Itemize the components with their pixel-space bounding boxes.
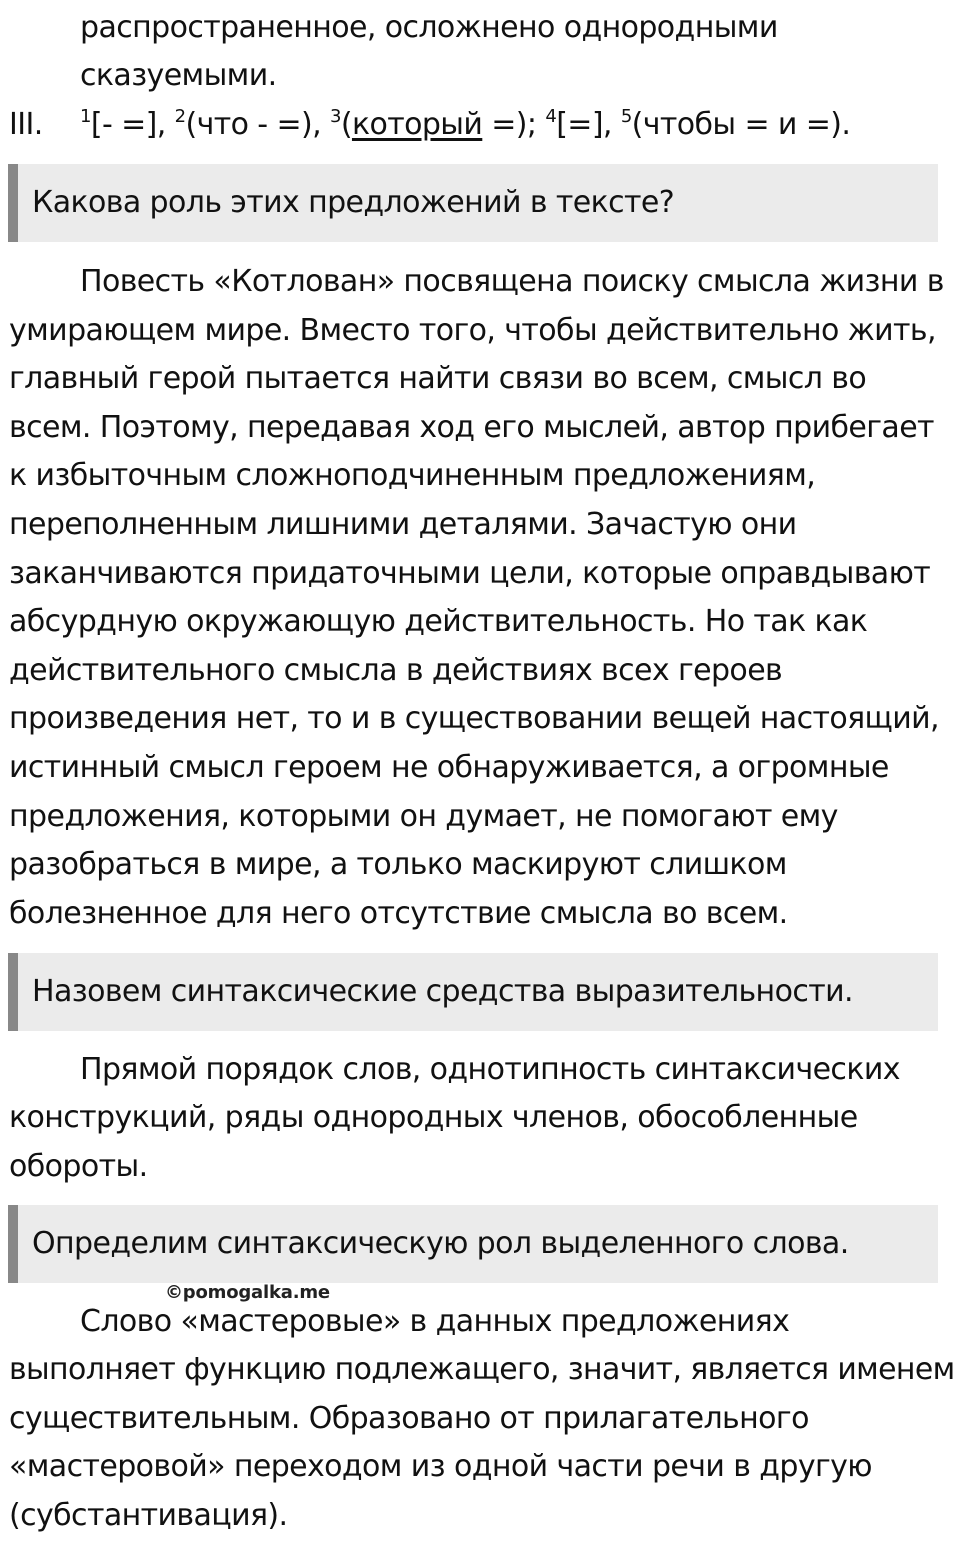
scheme-sup: 1 (80, 106, 91, 127)
answer-line: (субстантивация). (9, 1498, 288, 1533)
answer-line: обороты. (9, 1149, 148, 1184)
intro-line: распространенное, осложнено однородными (80, 10, 778, 45)
question-heading: Назовем синтаксические средства выразительности. (32, 974, 853, 1009)
answer-line: выполняет функцию подлежащего, значит, является именем (9, 1352, 955, 1387)
answer-line: Повесть «Котлован» посвящена поиску смысла жизни в (80, 264, 944, 299)
answer-line: болезненное для него отсутствие смысла во всем. (9, 896, 788, 931)
answer-line: Прямой порядок слов, однотипность синтаксических (80, 1052, 900, 1087)
scheme-part: =); (482, 107, 546, 142)
scheme-part: [=], (556, 107, 621, 142)
answer-line: к избыточным сложноподчиненным предложениям, (9, 458, 816, 493)
scheme-part: [- =], (90, 107, 175, 142)
question-heading: Определим синтаксическую рол выделенного слова. (32, 1226, 849, 1261)
answer-line: главный герой пытается найти связи во всем, смысл во (9, 361, 867, 396)
question-heading: Какова роль этих предложений в тексте? (32, 185, 675, 220)
scheme-part: (чтобы = и =). (631, 107, 851, 142)
answer-line: всем. Поэтому, передавая ход его мыслей, автор прибегает (9, 410, 934, 445)
answer-line: переполненным лишними деталями. Зачастую они (9, 507, 797, 542)
watermark: ©pomogalka.me (165, 1282, 330, 1303)
answer-line: разобраться в мире, а только маскируют слишком (9, 847, 787, 882)
answer-line: произведения нет, то и в существовании вещей настоящий, (9, 701, 939, 736)
scheme-part: ( (340, 107, 352, 142)
scheme-sup: 5 (620, 106, 632, 127)
answer-line: заканчиваются придаточными цели, которые оправдывают (9, 556, 931, 591)
answer-line: умирающем мире. Вместо того, чтобы действительно жить, (9, 313, 936, 348)
question-heading-box (8, 164, 938, 242)
answer-line: абсурдную окружающую действительность. Но так как (9, 604, 868, 639)
question-heading-box (8, 1205, 938, 1283)
scheme-numeral: III. (9, 107, 43, 142)
scheme-sup: 4 (545, 106, 557, 127)
scheme-sup: 3 (329, 106, 341, 127)
scheme-part: (что - =), (185, 107, 330, 142)
answer-line: действительного смысла в действиях всех героев (9, 653, 783, 688)
scheme-sup: 2 (174, 106, 186, 127)
answer-line: существительным. Образовано от прилагательного (9, 1401, 809, 1436)
answer-line: конструкций, ряды однородных членов, обособленные (9, 1100, 858, 1135)
sentence-scheme (9, 101, 850, 149)
answer-line: предложения, которыми он думает, не помогают ему (9, 799, 838, 834)
answer-line: Слово «мастеровые» в данных предложениях (80, 1304, 790, 1339)
answer-line: «мастеровой» переходом из одной части речи в другую (9, 1449, 872, 1484)
answer-line: истинный смысл героем не обнаруживается, а огромные (9, 750, 889, 785)
scheme-underlined-word: который (351, 107, 483, 142)
question-heading-box (8, 953, 938, 1031)
intro-line: сказуемыми. (80, 58, 277, 93)
